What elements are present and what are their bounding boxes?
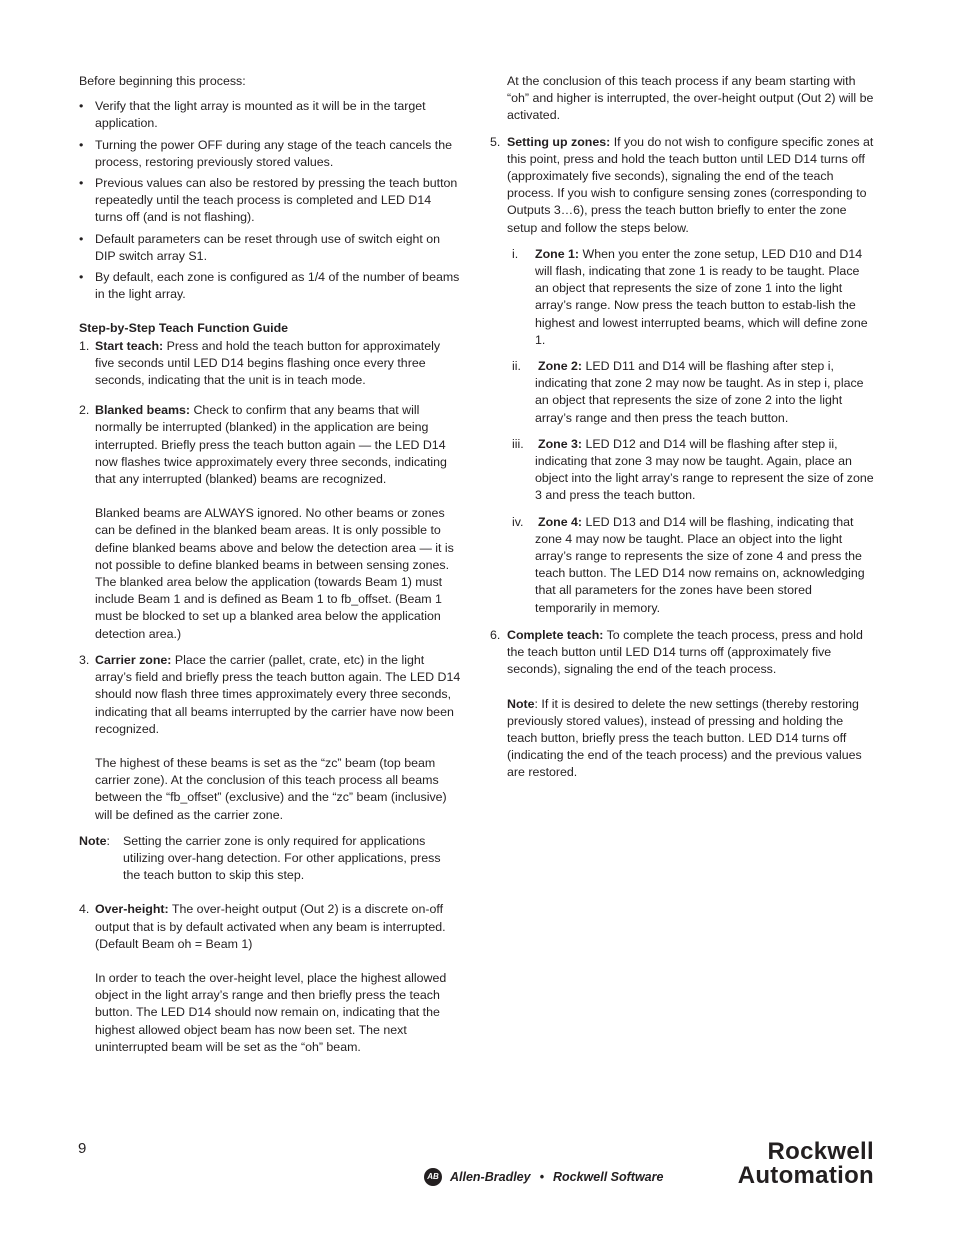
zone-number: ii. (512, 359, 521, 374)
step-number: 1. (79, 338, 90, 353)
bullet-item (79, 231, 461, 265)
step-number: 4. (79, 902, 90, 917)
zone-title: Zone 3: (538, 436, 583, 451)
zone-item (490, 514, 875, 617)
zone-number: iii. (512, 436, 524, 451)
bullet-icon: • (79, 137, 84, 152)
step-number: 2. (79, 403, 90, 418)
note-label: Note (507, 696, 535, 711)
step-3 (79, 652, 461, 824)
carrier-note (79, 833, 461, 885)
step-6 (490, 627, 875, 782)
step-text: Press and hold the teach button for approximately five seconds until LED D14 begins flashing once every three seconds, indicating that the unit is in teach mode. (95, 338, 441, 388)
step-title: Complete teach: (507, 627, 604, 642)
left-column (79, 73, 461, 1056)
bullet-text: By default, each zone is configured as 1/4 of the number of beams in the light array. (95, 270, 460, 302)
zone-text: LED D12 and D14 will be flashing after step ii, indicating that zone 3 may now be taught. Again, place an object into the light array’s range to represent the size of zone 3 and press the teach button. (535, 436, 874, 503)
bullet-item (79, 175, 461, 227)
bullet-text: Previous values can also be restored by pressing the teach button repeatedly until the teach process is completed and LED D14 turns off (and is not flashing). (95, 176, 458, 225)
zone-text: LED D11 and D14 will be flashing after step i, indicating that zone 2 may now be taught. As in step i, place an object that represents the size of zone 2 into the light array’s range and then press the teach button. (535, 359, 864, 425)
step-2 (79, 402, 461, 643)
step-title: Start teach: (95, 338, 164, 353)
bullet-item (79, 269, 461, 303)
logo-line-2: Automation (737, 1162, 874, 1189)
allen-bradley-logo-icon: AB (424, 1168, 442, 1186)
zone-text: LED D13 and D14 will be flashing, indicating that zone 4 may now be taught. Place an object into the light array’s range to represents the size of zone 4 and press the teach button. The LED D14 now remains on, acknowledging that all parameters for the zones have been stored temporarily in memory. (535, 514, 865, 615)
step-title: Over-height: (95, 902, 169, 917)
bullet-icon: • (79, 176, 84, 191)
bullet-text: Default parameters can be reset through use of switch eight on DIP switch array S1. (95, 231, 441, 263)
step-text: If you do not wish to configure specific zones at this point, press and hold the teach button until LED D14 turns off (approximately five seconds), signaling the end of the teach process. If you wish to configure sensing zones (corresponding to Outputs 3…6), press the teach button briefly to enter the zone setup and follow the steps below. (507, 134, 874, 235)
brand-rockwell-software: Rockwell Software (552, 1170, 664, 1184)
bullet-item (79, 98, 461, 132)
right-column (490, 73, 875, 782)
step-text: The over-height output (Out 2) is a discrete on-off output that is by default activated when any beam is interrupted. (Default Beam oh = Beam 1) (95, 902, 446, 951)
brand-line (450, 1169, 663, 1186)
rockwell-automation-logo (700, 1140, 874, 1188)
step-text: Check to confirm that any beams that will normally be interrupted (blanked) in the application are being interrupted. Briefly press the teach button again — the LED D14 now flashes twice approximately every three seconds, indicating that any interrupted (blanked) beams are recognized. (95, 403, 447, 487)
step-title: Carrier zone: (95, 652, 172, 667)
step-number: 5. (490, 134, 501, 149)
step-text: To complete the teach process, press and hold the teach button until LED D14 turns off (approximately five seconds), signaling the end of the teach process. (507, 627, 863, 677)
zone-text: When you enter the zone setup, LED D10 and D14 will flash, indicating that zone 1 is ready to be taught. Place an object that represents the size of zone 1 into the light array’s range. Now press the teach button to estab-lish the highest and lowest interrupted beams, which will define zone 1. (535, 246, 868, 347)
step-paragraph: The highest of these beams is set as the “zc” beam (top beam carrier zone). At the conclusion of this teach process all beams between the “fb_offset” (exclusive) and the “zc” beam (inclusive) will be defined as the carrier zone. (95, 755, 447, 822)
zone-item (490, 358, 875, 427)
guide-heading: Step-by-Step Teach Function Guide (79, 321, 289, 336)
brand-separator: • (539, 1170, 544, 1184)
step-title: Blanked beams: (95, 403, 191, 418)
step-paragraph: Blanked beams are ALWAYS ignored. No other beams or zones can be defined in the blanked beam areas. It is only possible to define blanked beams above and below the detection area — it is not possible to define blanked beams in between sensing zones. The blanked area below the application (towards Beam 1) must include Beam 1 and is defined as Beam 1 to fb_offset. (Beam 1 must be blocked to set up a blanked area below the application detection area.) (95, 506, 454, 641)
note-label: Note: (79, 833, 110, 848)
logo-line-1: Rockwell (767, 1138, 874, 1165)
step-number: 3. (79, 652, 90, 667)
zone-number: iv. (512, 514, 524, 529)
step-1 (79, 338, 461, 390)
zone-item (490, 246, 875, 349)
bullet-text: Turning the power OFF during any stage of the teach cancels the process, restoring previously stored values. (95, 137, 453, 169)
zone-number: i. (512, 246, 519, 261)
brand-allen-bradley: Allen-Bradley (450, 1170, 531, 1184)
completion-note (507, 696, 875, 782)
bullet-icon: • (79, 231, 84, 246)
bullet-icon: • (79, 99, 84, 114)
bullet-item (79, 137, 461, 171)
page-number: 9 (78, 1140, 87, 1157)
step-title: Setting up zones: (507, 134, 611, 149)
step-paragraph: In order to teach the over-height level, place the highest allowed object in the light array’s range and then briefly press the teach button. The LED D14 should now remain on, indicating that the highest allowed object beam has now been set. The next uninterrupted beam will be set as the “oh” beam. (95, 970, 447, 1054)
step-number: 6. (490, 627, 501, 642)
note-text: Setting the carrier zone is only required for applications utilizing over-hang detection. For other applications, press the teach button to skip this step. (123, 833, 441, 883)
intro-text: Before beginning this process: (79, 74, 246, 88)
step-text: Place the carrier (pallet, crate, etc) in the light array’s field and briefly press the teach button again. The LED D14 should now flash three times approximately every three seconds, indicating that all beams interrupted by the carrier have now been recognized. (95, 652, 461, 736)
step-4 (79, 901, 461, 1056)
zone-item (490, 436, 875, 505)
bullet-text: Verify that the light array is mounted as it will be in the target application. (95, 99, 426, 131)
bullet-icon: • (79, 270, 84, 285)
step-4-continuation: At the conclusion of this teach process if any beam starting with “oh” and higher is interrupted, the over-height output (Out 2) will be activated. (507, 74, 874, 123)
note-text: : If it is desired to delete the new settings (thereby restoring previously stored values), instead of pressing and holding the teach button, briefly press the teach button. LED D14 turns off (indicating the end of the teach process) and the previous values are restored. (507, 696, 862, 780)
zone-title: Zone 4: (538, 514, 583, 529)
step-5 (490, 134, 875, 237)
zone-title: Zone 2: (538, 359, 583, 374)
zone-title: Zone 1: (535, 246, 580, 261)
